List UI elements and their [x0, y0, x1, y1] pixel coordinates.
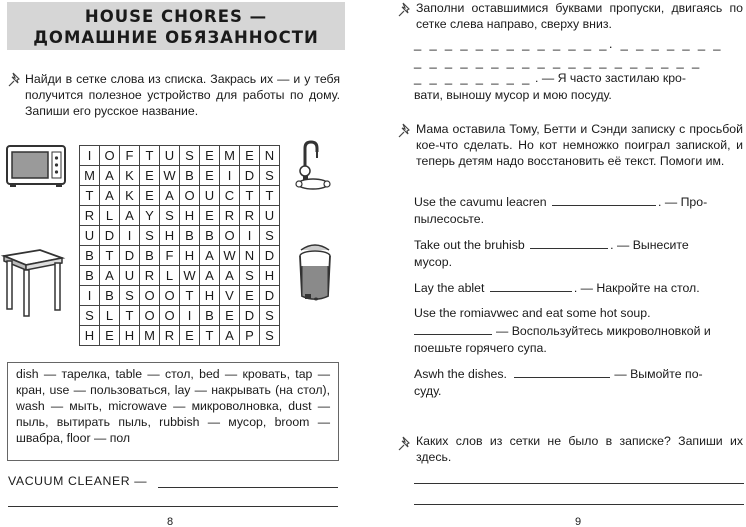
grid-cell[interactable]: O [160, 286, 180, 306]
grid-cell[interactable]: E [200, 206, 220, 226]
sentence-text: — Воспользуйтесь микроволновкой и [496, 324, 711, 338]
grid-cell[interactable]: I [80, 286, 100, 306]
grid-cell[interactable]: O [140, 286, 160, 306]
grid-cell[interactable]: W [220, 246, 240, 266]
grid-cell[interactable]: O [180, 186, 200, 206]
grid-cell[interactable]: U [120, 266, 140, 286]
sentence-text: Lay the ablet [414, 281, 485, 295]
grid-cell[interactable]: A [100, 166, 120, 186]
answer-line[interactable] [414, 504, 744, 505]
grid-cell[interactable]: M [220, 146, 240, 166]
sentence-5-translation: суду. [414, 384, 442, 398]
grid-cell[interactable]: W [180, 266, 200, 286]
grid-cell[interactable]: E [100, 326, 120, 346]
grid-cell[interactable]: I [180, 306, 200, 326]
task-instructions: Найди в сетке слова из списка. Закрась их — и у тебя получится полезное устройство для работы по дому. Запиши его русское название. [25, 72, 340, 118]
microwave-illustration [5, 142, 69, 190]
letter-blanks-row[interactable] [414, 69, 686, 87]
page-number: 8 [167, 516, 174, 527]
sentence-2-translation: мусор. [414, 255, 452, 269]
grid-cell[interactable]: I [240, 226, 260, 246]
answer-blank[interactable] [514, 368, 610, 378]
grid-row [80, 266, 280, 286]
vacuum-cleaner-label: VACUUM CLEANER — [8, 474, 148, 488]
grid-row [80, 326, 280, 346]
grid-cell[interactable]: S [160, 206, 180, 226]
grid-cell[interactable]: H [120, 326, 140, 346]
grid-cell[interactable]: H [160, 226, 180, 246]
answer-line[interactable] [8, 506, 338, 507]
grid-cell[interactable]: E [200, 146, 220, 166]
grid-cell[interactable]: E [140, 166, 160, 186]
grid-cell[interactable]: T [100, 246, 120, 266]
grid-cell[interactable]: I [80, 146, 100, 166]
sentence-text: Take out the bruhisb [414, 238, 525, 252]
grid-cell[interactable]: U [80, 226, 100, 246]
trash-bin-illustration [295, 242, 335, 304]
sentence-1 [414, 194, 707, 211]
grid-cell[interactable]: B [140, 246, 160, 266]
grid-cell[interactable]: D [240, 166, 260, 186]
note-instructions: Мама оставила Тому, Бетти и Сэнди записку с просьбой кое-что сделать. Но кот немножко поиграл запиской, и теперь детям надо восстановить её текст. Помоги им. [416, 122, 743, 168]
grid-cell[interactable]: U [200, 186, 220, 206]
grid-cell[interactable]: A [200, 246, 220, 266]
grid-cell[interactable]: S [260, 166, 280, 186]
grid-row [80, 166, 280, 186]
grid-cell[interactable]: B [200, 226, 220, 246]
grid-cell[interactable]: B [80, 266, 100, 286]
grid-cell[interactable]: H [260, 266, 280, 286]
word-list-box [7, 362, 339, 461]
grid-cell[interactable]: B [180, 226, 200, 246]
grid-cell[interactable]: H [80, 326, 100, 346]
word-search-grid [79, 145, 280, 346]
stool-illustration [0, 246, 66, 318]
grid-cell[interactable]: B [100, 286, 120, 306]
pushpin-icon [397, 2, 413, 18]
grid-cell[interactable]: I [120, 226, 140, 246]
sentence-3 [414, 280, 700, 297]
grid-cell[interactable]: A [160, 186, 180, 206]
grid-cell[interactable]: S [240, 266, 260, 286]
grid-cell[interactable]: H [180, 206, 200, 226]
grid-cell[interactable]: M [140, 326, 160, 346]
sentence-text: . — Накройте на стол. [573, 281, 700, 295]
answer-blank[interactable] [552, 196, 656, 206]
answer-line[interactable] [414, 483, 744, 484]
grid-cell[interactable]: A [220, 326, 240, 346]
grid-cell[interactable]: S [140, 226, 160, 246]
grid-cell[interactable]: L [160, 266, 180, 286]
letter-blanks-row[interactable]: _ _ _ _ _ _ _ _ _ _ _ _ _. _ _ _ _ _ _ _ [414, 36, 723, 51]
grid-row [80, 206, 280, 226]
answer-line[interactable] [158, 487, 338, 488]
grid-cell[interactable]: E [240, 146, 260, 166]
grid-cell[interactable]: S [260, 326, 280, 346]
sentence-text: Aswh the dishes. [414, 367, 507, 381]
grid-cell[interactable]: E [180, 326, 200, 346]
grid-cell[interactable]: D [240, 306, 260, 326]
grid-cell[interactable]: E [240, 286, 260, 306]
answer-blank[interactable] [414, 325, 492, 335]
fill-in-instructions: Заполни оставшимися буквами пропуски, двигаясь по сетке слева направо, сверху вниз. [416, 1, 743, 31]
grid-row [80, 226, 280, 246]
grid-cell[interactable]: D [260, 246, 280, 266]
grid-cell[interactable]: C [220, 186, 240, 206]
grid-cell[interactable]: T [80, 186, 100, 206]
title-line-english: HOUSE CHORES — [84, 7, 268, 26]
grid-cell[interactable]: T [140, 146, 160, 166]
grid-cell[interactable]: A [120, 206, 140, 226]
grid-cell[interactable]: I [220, 166, 240, 186]
grid-cell[interactable]: O [220, 226, 240, 246]
letter-blanks[interactable]: _ _ _ _ _ _ _ _ [414, 70, 532, 85]
sentence-text: . — Про- [658, 195, 708, 209]
grid-cell[interactable]: S [80, 306, 100, 326]
grid-row [80, 286, 280, 306]
grid-cell[interactable]: T [240, 186, 260, 206]
grid-row [80, 186, 280, 206]
grid-cell[interactable]: V [220, 286, 240, 306]
grid-cell[interactable]: S [180, 146, 200, 166]
page-title [7, 2, 345, 50]
sentence-4-line3: поешьте горячего супа. [414, 341, 547, 355]
grid-cell[interactable]: S [260, 306, 280, 326]
sentence-text: Use the cavumu leacren [414, 195, 547, 209]
sentence-4: Use the romiavwec and eat some hot soup. [414, 306, 651, 320]
grid-cell[interactable]: S [120, 286, 140, 306]
grid-cell[interactable]: R [80, 206, 100, 226]
grid-cell[interactable]: B [200, 306, 220, 326]
right-page [373, 0, 746, 527]
pushpin-icon [397, 123, 413, 139]
tap-illustration [291, 140, 339, 190]
grid-row [80, 306, 280, 326]
grid-cell[interactable]: R [160, 326, 180, 346]
sentence-text: . — Вынесите [610, 238, 689, 252]
grid-cell[interactable]: U [260, 206, 280, 226]
grid-cell[interactable]: W [160, 166, 180, 186]
question-text: Каких слов из сетки не было в записке? Запиши их здесь. [416, 434, 743, 464]
grid-cell[interactable]: K [120, 186, 140, 206]
grid-cell[interactable]: A [100, 186, 120, 206]
grid-cell[interactable]: P [240, 326, 260, 346]
sentence-5 [414, 366, 703, 383]
grid-cell[interactable]: A [220, 266, 240, 286]
grid-cell[interactable]: N [260, 146, 280, 166]
sentence-1-translation: пылесосьте. [414, 212, 484, 226]
grid-cell[interactable]: E [220, 306, 240, 326]
grid-cell[interactable]: D [100, 226, 120, 246]
grid-cell[interactable]: T [200, 326, 220, 346]
grid-cell[interactable]: S [260, 226, 280, 246]
pushpin-icon [7, 72, 23, 88]
grid-cell[interactable]: Y [140, 206, 160, 226]
sentence-4-line2 [414, 323, 711, 340]
grid-cell[interactable]: D [260, 286, 280, 306]
grid-cell[interactable]: L [100, 206, 120, 226]
grid-cell[interactable]: U [160, 146, 180, 166]
grid-cell[interactable]: L [100, 306, 120, 326]
grid-row [80, 146, 280, 166]
grid-cell[interactable]: T [180, 286, 200, 306]
pushpin-icon [397, 436, 413, 452]
grid-cell[interactable]: R [220, 206, 240, 226]
answer-blank[interactable] [530, 239, 608, 249]
grid-cell[interactable]: T [120, 306, 140, 326]
grid-cell[interactable]: O [160, 306, 180, 326]
grid-cell[interactable]: H [200, 286, 220, 306]
letter-blanks-row[interactable]: _ _ _ _ _ _ _ _ _ _ _ _ _ _ _ _ _ _ _ [414, 54, 702, 69]
sentence-2 [414, 237, 689, 254]
sentence-text: — Вымойте по- [614, 367, 703, 381]
grid-cell[interactable]: H [180, 246, 200, 266]
grid-cell[interactable]: R [140, 266, 160, 286]
grid-cell[interactable]: A [100, 266, 120, 286]
grid-cell[interactable]: O [140, 306, 160, 326]
grid-row [80, 246, 280, 266]
word-list-text: dish — тарелка, table — стол, bed — кровать, tap — кран, use — пользоваться, lay — накрывать (на стол), wash — мыть, microwave — микроволновка, dust — пыль, вытирать пыль, rubbish — мусор, broom — швабра, floor — пол [16, 367, 330, 445]
grid-cell[interactable]: F [160, 246, 180, 266]
grid-cell[interactable]: M [80, 166, 100, 186]
sentence-fragment: . — Я часто застилаю кро- [535, 71, 686, 85]
grid-cell[interactable]: E [140, 186, 160, 206]
page-number: 9 [575, 516, 582, 527]
grid-cell[interactable]: K [120, 166, 140, 186]
grid-cell[interactable]: B [80, 246, 100, 266]
grid-cell[interactable]: O [100, 146, 120, 166]
title-line-russian: ДОМАШНИЕ ОБЯЗАННОСТИ [33, 28, 319, 47]
grid-cell[interactable]: N [240, 246, 260, 266]
grid-cell[interactable]: D [120, 246, 140, 266]
sentence-fragment: вати, выношу мусор и мою посуду. [414, 88, 612, 102]
grid-cell[interactable]: B [180, 166, 200, 186]
grid-cell[interactable]: E [200, 166, 220, 186]
grid-cell[interactable]: A [200, 266, 220, 286]
grid-cell[interactable]: T [260, 186, 280, 206]
grid-cell[interactable]: F [120, 146, 140, 166]
grid-cell[interactable]: R [240, 206, 260, 226]
answer-blank[interactable] [490, 282, 572, 292]
